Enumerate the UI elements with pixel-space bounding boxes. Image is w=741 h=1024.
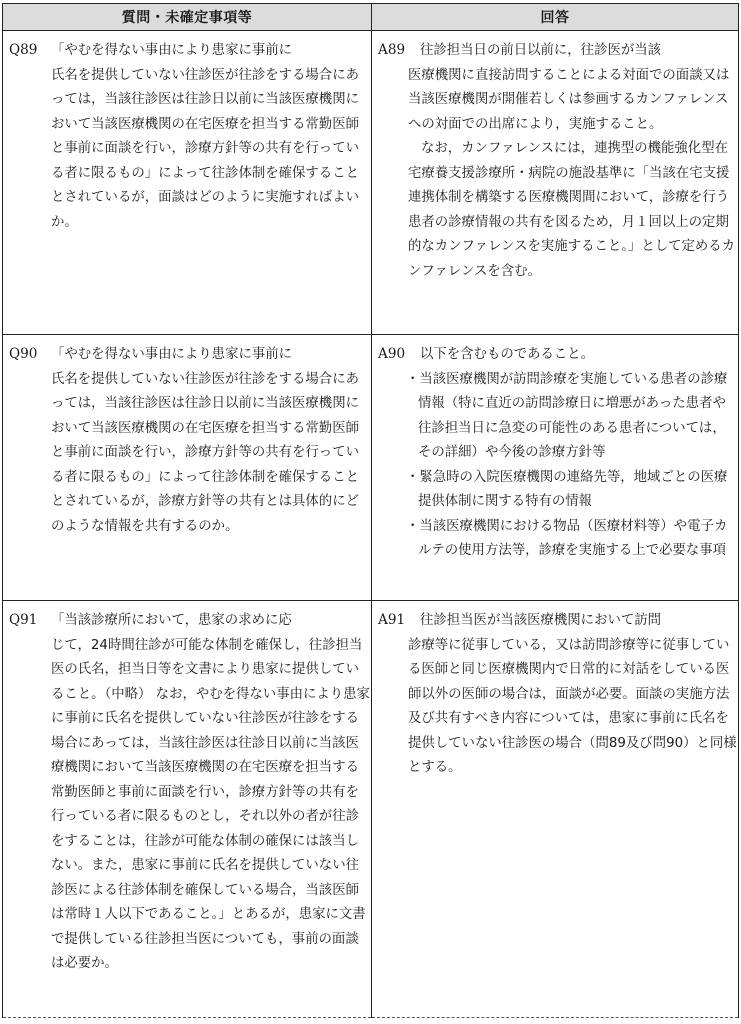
answer-number: A90 [378,346,406,362]
table-header-row [3,4,739,31]
question-column-header: 質問・未確定事項等 [3,4,372,31]
answer-cell [372,31,739,335]
question-text: じて，24時間往診が可能な体制を確保し，往診担当医の氏名，担当日等を文書により患家に提供していること。（中略） なお，やむを得ない事由により患家に事前に氏名を提供していない往診医が往診をする場合にあっては，当該往診医は往診日以前に当該医療機関において当該医療機関の在宅医療を担当する常勤医師と事前に面談を行い，診療方針等の共有を行っている者に限るものとし，それ以外の者が往診をすることは，往診が可能な体制の確保には該当しない。また，患家に事前に氏名を提供していない往診医による往診体制を確保している場合，当該医師は常時１人以下であること。」とあるが，患家に文書で提供している往診担当医についても，事前の面談は必要か。 [51,637,370,971]
question-text-first: 「やむを得ない事由により患家に事前に [51,43,293,58]
question-text: 氏名を提供していない往診医が往診をする場合にあっては，当該往診医は往診日以前に当該医療機関において当該医療機関の在宅医療を担当する常勤医師と事前に面談を行い，診療方針等の共有を行っている者に限るもの」によって往診体制を確保することとされているが，診療方針等の共有とは具体的にどのような情報を共有するのか。 [51,371,359,534]
qa-row-89 [3,31,739,335]
answer-cell [372,335,739,601]
answer-text: 医療機関に直接訪問することによる対面での面談又は当該医療機関が開催若しくは参画するカンファレンスへの対面での出席により，実施すること。 [408,67,730,132]
qa-row-90 [3,335,739,601]
question-number: Q91 [9,612,38,628]
answer-text-first: 以下を含むものであること。 [420,347,595,362]
answer-text: 診療等に従事している，又は訪問診療等に従事している医師と同じ医療機関内で日常的に対話をしている医師以外の医師の場合は，面談が必要。面談の実施方法及び共有すべき内容については，患家に事前に氏名を提供していない往診医の場合（問89及び問90）と同様とする。 [408,637,737,775]
question-text-first: 「やむを得ない事由により患家に事前に [51,347,293,362]
answer-text-first: 往診担当医が当該医療機関において訪問 [420,613,662,628]
answer-bullet-item: ・緊急時の入院医療機関の連絡先等，地域ごとの医療提供体制に関する特有の情報 [406,469,728,509]
qa-row-91 [3,601,739,1018]
question-cell [3,601,372,1018]
answer-note-paragraph: なお，カンファレンスには，連携型の機能強化型在宅療養支援診療所・病院の施設基準に「当該在宅支援連携体制を構築する医療機関間において，診療を行う患者の診療情報の共有を図るため，月１回以上の定期的なカンファレンスを実施すること。」として定めるカンファレンスを含む。 [408,141,736,279]
answer-number: A89 [378,42,406,58]
answer-text-first: 往診担当日の前日以前に，往診医が当該 [420,43,662,58]
question-cell [3,31,372,335]
question-text: 氏名を提供していない往診医が往診をする場合にあっては，当該往診医は往診日以前に当該医療機関において当該医療機関の在宅医療を担当する常勤医師と事前に面談を行い，診療方針等の共有を行っている者に限るもの」によって往診体制を確保することとされているが，面談はどのように実施すればよいか。 [51,67,359,230]
question-number: Q89 [9,42,38,58]
question-cell [3,335,372,601]
answer-column-header: 回答 [372,4,739,31]
answer-cell [372,601,739,1018]
question-number: Q90 [9,346,38,362]
answer-bullet-item: ・当該医療機関が訪問診療を実施している患者の診療情報（特に直近の訪問診療日に増悪があった患者や往診担当日に急変の可能性のある患者については，その詳細）や今後の診療方針等 [406,371,728,460]
answer-number: A91 [378,612,406,628]
question-text-first: 「当該診療所において，患家の求めに応 [51,613,292,628]
qa-table [2,3,739,1018]
answer-bullet-item: ・当該医療機関における物品（医療材料等）や電子カルテの使用方法等，診療を実施する上で必要な事項 [406,518,728,558]
